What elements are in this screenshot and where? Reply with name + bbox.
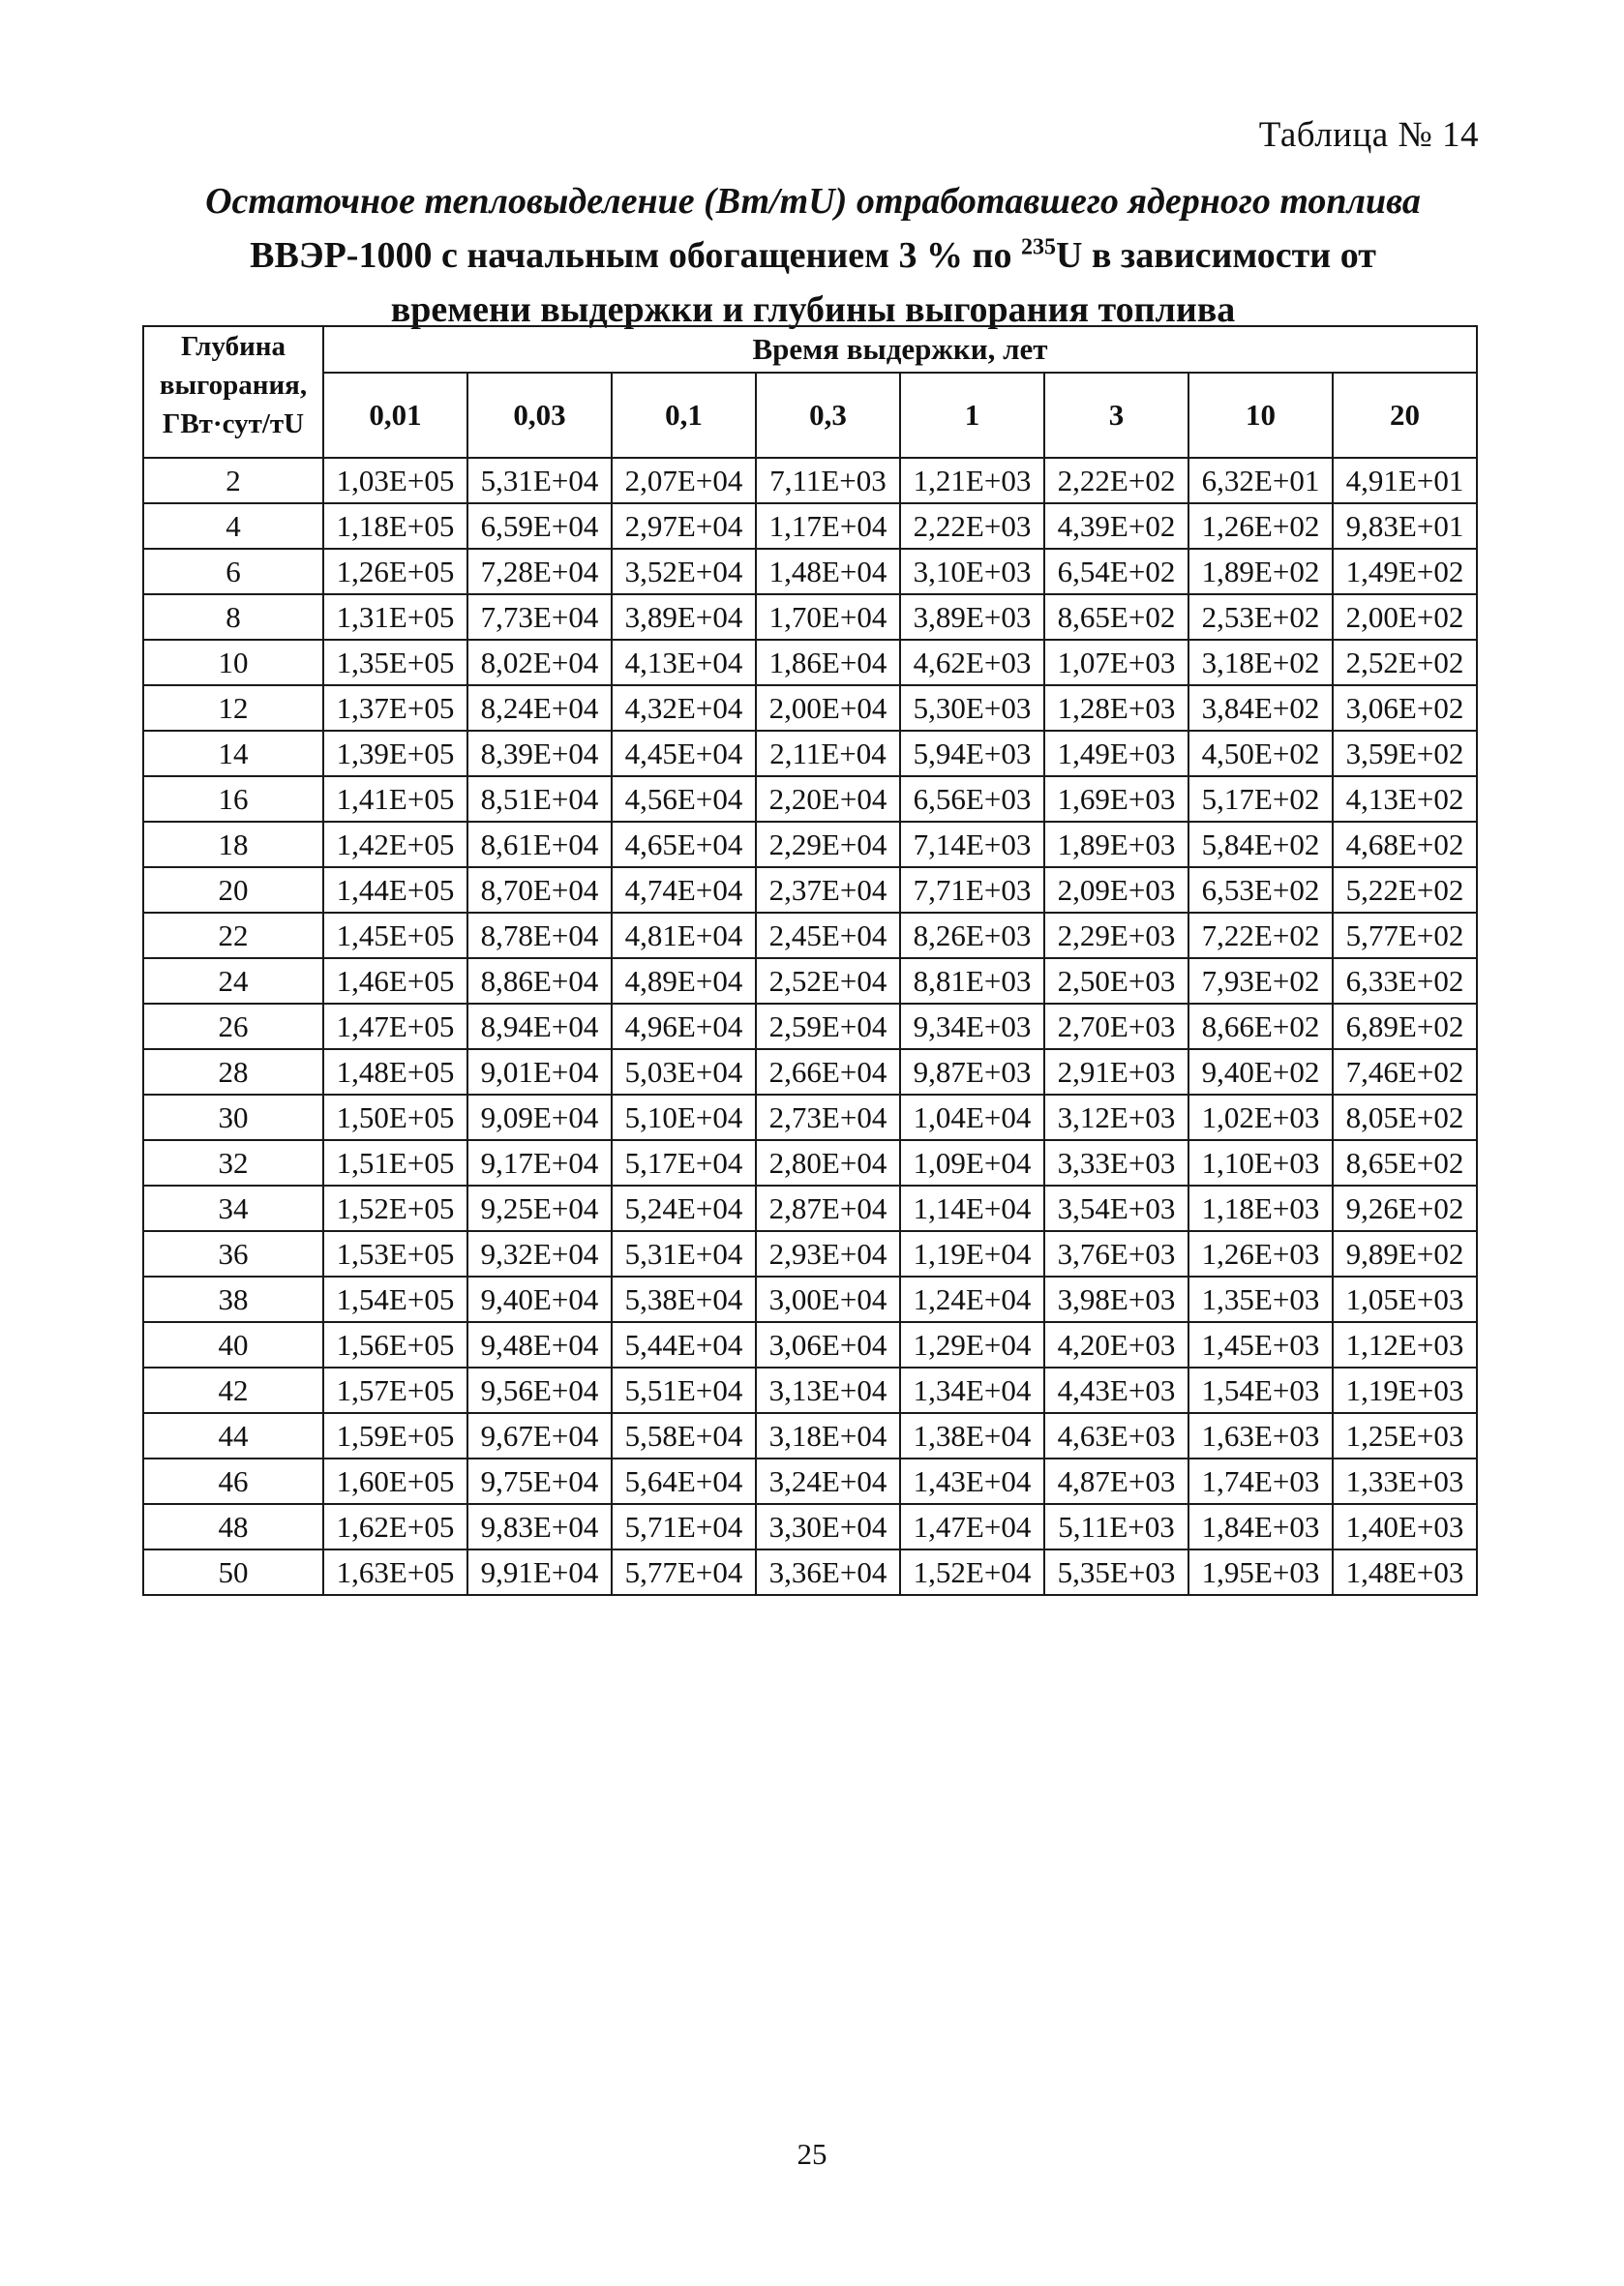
value-cell: 1,86E+04: [756, 640, 900, 685]
depth-cell: 4: [143, 503, 323, 549]
column-header: 3: [1044, 373, 1188, 458]
value-cell: 1,33E+03: [1333, 1459, 1477, 1504]
value-cell: 2,91E+03: [1044, 1049, 1188, 1095]
value-cell: 9,40E+04: [467, 1277, 612, 1322]
value-cell: 5,64E+04: [612, 1459, 756, 1504]
value-cell: 1,45E+03: [1188, 1322, 1333, 1368]
title-line-1: Остаточное тепловыделение (Вт/тU) отработавшего ядерного топлива: [205, 181, 1421, 222]
value-cell: 1,74E+03: [1188, 1459, 1333, 1504]
value-cell: 1,38E+04: [900, 1413, 1044, 1459]
value-cell: 4,68E+02: [1333, 822, 1477, 867]
value-cell: 5,58E+04: [612, 1413, 756, 1459]
table-row: [143, 1095, 1477, 1140]
value-cell: 2,70E+03: [1044, 1004, 1188, 1049]
value-cell: 2,20E+04: [756, 776, 900, 822]
value-cell: 1,14E+04: [900, 1186, 1044, 1231]
value-cell: 1,43E+04: [900, 1459, 1044, 1504]
value-cell: 4,56E+04: [612, 776, 756, 822]
value-cell: 5,44E+04: [612, 1322, 756, 1368]
table-row: [143, 1049, 1477, 1095]
value-cell: 8,78E+04: [467, 913, 612, 958]
column-header: 0,01: [323, 373, 467, 458]
depth-cell: 26: [143, 1004, 323, 1049]
column-header: 0,1: [612, 373, 756, 458]
value-cell: 8,70E+04: [467, 867, 612, 913]
value-cell: 8,65E+02: [1044, 594, 1188, 640]
value-cell: 5,17E+04: [612, 1140, 756, 1186]
value-cell: 4,32E+04: [612, 685, 756, 731]
value-cell: 5,11E+03: [1044, 1504, 1188, 1549]
value-cell: 8,81E+03: [900, 958, 1044, 1004]
value-cell: 8,94E+04: [467, 1004, 612, 1049]
depth-cell: 46: [143, 1459, 323, 1504]
value-cell: 9,89E+02: [1333, 1231, 1477, 1277]
value-cell: 5,94E+03: [900, 731, 1044, 776]
value-cell: 1,05E+03: [1333, 1277, 1477, 1322]
value-cell: 1,69E+03: [1044, 776, 1188, 822]
value-cell: 1,26E+02: [1188, 503, 1333, 549]
value-cell: 1,54E+05: [323, 1277, 467, 1322]
value-cell: 3,89E+04: [612, 594, 756, 640]
value-cell: 4,91E+01: [1333, 458, 1477, 503]
value-cell: 6,33E+02: [1333, 958, 1477, 1004]
value-cell: 3,12E+03: [1044, 1095, 1188, 1140]
value-cell: 7,73E+04: [467, 594, 612, 640]
table-row: [143, 1004, 1477, 1049]
value-cell: 1,02E+03: [1188, 1095, 1333, 1140]
value-cell: 1,60E+05: [323, 1459, 467, 1504]
value-cell: 9,75E+04: [467, 1459, 612, 1504]
value-cell: 8,65E+02: [1333, 1140, 1477, 1186]
value-cell: 2,52E+04: [756, 958, 900, 1004]
table-row: [143, 1277, 1477, 1322]
value-cell: 1,19E+04: [900, 1231, 1044, 1277]
value-cell: 1,53E+05: [323, 1231, 467, 1277]
depth-cell: 20: [143, 867, 323, 913]
depth-cell: 38: [143, 1277, 323, 1322]
value-cell: 2,22E+03: [900, 503, 1044, 549]
value-cell: 2,29E+04: [756, 822, 900, 867]
value-cell: 3,33E+03: [1044, 1140, 1188, 1186]
title-line-2-suffix: U в зависимости от: [1055, 235, 1376, 276]
table-row: [143, 1186, 1477, 1231]
value-cell: 1,35E+05: [323, 640, 467, 685]
value-cell: 3,06E+02: [1333, 685, 1477, 731]
value-cell: 1,44E+05: [323, 867, 467, 913]
value-cell: 7,11E+03: [756, 458, 900, 503]
table-row: [143, 913, 1477, 958]
table-row: [143, 1140, 1477, 1186]
value-cell: 1,89E+03: [1044, 822, 1188, 867]
value-cell: 9,40E+02: [1188, 1049, 1333, 1095]
value-cell: 5,31E+04: [467, 458, 612, 503]
depth-cell: 12: [143, 685, 323, 731]
value-cell: 9,56E+04: [467, 1368, 612, 1413]
value-cell: 7,93E+02: [1188, 958, 1333, 1004]
table-row: [143, 958, 1477, 1004]
value-cell: 1,26E+03: [1188, 1231, 1333, 1277]
depth-cell: 24: [143, 958, 323, 1004]
value-cell: 5,30E+03: [900, 685, 1044, 731]
value-cell: 2,52E+02: [1333, 640, 1477, 685]
value-cell: 9,67E+04: [467, 1413, 612, 1459]
value-cell: 3,13E+04: [756, 1368, 900, 1413]
value-cell: 9,83E+04: [467, 1504, 612, 1549]
depth-cell: 2: [143, 458, 323, 503]
value-cell: 2,66E+04: [756, 1049, 900, 1095]
heat-table: [142, 325, 1478, 1596]
table-row: [143, 503, 1477, 549]
table-row: [143, 776, 1477, 822]
value-cell: 3,00E+04: [756, 1277, 900, 1322]
table-row: [143, 1413, 1477, 1459]
depth-cell: 44: [143, 1413, 323, 1459]
page-number: 25: [797, 2137, 827, 2171]
column-header-row: [143, 373, 1477, 458]
value-cell: 5,03E+04: [612, 1049, 756, 1095]
value-cell: 7,46E+02: [1333, 1049, 1477, 1095]
value-cell: 1,39E+05: [323, 731, 467, 776]
value-cell: 1,35E+03: [1188, 1277, 1333, 1322]
value-cell: 2,29E+03: [1044, 913, 1188, 958]
table-row: [143, 1549, 1477, 1595]
depth-cell: 32: [143, 1140, 323, 1186]
value-cell: 3,24E+04: [756, 1459, 900, 1504]
value-cell: 1,47E+05: [323, 1004, 467, 1049]
value-cell: 4,45E+04: [612, 731, 756, 776]
table-row: [143, 1231, 1477, 1277]
value-cell: 1,03E+05: [323, 458, 467, 503]
value-cell: 5,31E+04: [612, 1231, 756, 1277]
value-cell: 4,81E+04: [612, 913, 756, 958]
value-cell: 9,87E+03: [900, 1049, 1044, 1095]
value-cell: 6,56E+03: [900, 776, 1044, 822]
value-cell: 3,84E+02: [1188, 685, 1333, 731]
table-row: [143, 594, 1477, 640]
value-cell: 4,65E+04: [612, 822, 756, 867]
value-cell: 4,74E+04: [612, 867, 756, 913]
value-cell: 8,05E+02: [1333, 1095, 1477, 1140]
value-cell: 2,00E+04: [756, 685, 900, 731]
depth-cell: 48: [143, 1504, 323, 1549]
value-cell: 1,28E+03: [1044, 685, 1188, 731]
value-cell: 5,10E+04: [612, 1095, 756, 1140]
value-cell: 6,54E+02: [1044, 549, 1188, 594]
value-cell: 2,09E+03: [1044, 867, 1188, 913]
value-cell: 4,50E+02: [1188, 731, 1333, 776]
value-cell: 1,52E+05: [323, 1186, 467, 1231]
value-cell: 1,48E+05: [323, 1049, 467, 1095]
title-line-2-prefix: ВВЭР-1000 с начальным обогащением 3 % по: [250, 235, 1012, 276]
value-cell: 5,17E+02: [1188, 776, 1333, 822]
value-cell: 9,26E+02: [1333, 1186, 1477, 1231]
value-cell: 1,40E+03: [1333, 1504, 1477, 1549]
value-cell: 1,19E+03: [1333, 1368, 1477, 1413]
value-cell: 3,36E+04: [756, 1549, 900, 1595]
value-cell: 1,31E+05: [323, 594, 467, 640]
value-cell: 1,07E+03: [1044, 640, 1188, 685]
value-cell: 4,62E+03: [900, 640, 1044, 685]
value-cell: 1,63E+03: [1188, 1413, 1333, 1459]
value-cell: 3,89E+03: [900, 594, 1044, 640]
depth-cell: 36: [143, 1231, 323, 1277]
table-row: [143, 822, 1477, 867]
value-cell: 5,71E+04: [612, 1504, 756, 1549]
depth-cell: 30: [143, 1095, 323, 1140]
value-cell: 1,12E+03: [1333, 1322, 1477, 1368]
value-cell: 8,66E+02: [1188, 1004, 1333, 1049]
value-cell: 1,49E+03: [1044, 731, 1188, 776]
value-cell: 4,13E+02: [1333, 776, 1477, 822]
value-cell: 3,10E+03: [900, 549, 1044, 594]
value-cell: 1,54E+03: [1188, 1368, 1333, 1413]
value-cell: 6,32E+01: [1188, 458, 1333, 503]
value-cell: 5,84E+02: [1188, 822, 1333, 867]
value-cell: 2,11E+04: [756, 731, 900, 776]
value-cell: 1,62E+05: [323, 1504, 467, 1549]
time-header: Время выдержки, лет: [323, 326, 1477, 373]
value-cell: 8,39E+04: [467, 731, 612, 776]
depth-cell: 8: [143, 594, 323, 640]
value-cell: 5,22E+02: [1333, 867, 1477, 913]
value-cell: 2,53E+02: [1188, 594, 1333, 640]
depth-cell: 42: [143, 1368, 323, 1413]
value-cell: 1,48E+03: [1333, 1549, 1477, 1595]
value-cell: 7,28E+04: [467, 549, 612, 594]
value-cell: 3,59E+02: [1333, 731, 1477, 776]
table-body: [143, 458, 1477, 1595]
value-cell: 1,59E+05: [323, 1413, 467, 1459]
value-cell: 1,18E+05: [323, 503, 467, 549]
depth-cell: 28: [143, 1049, 323, 1095]
value-cell: 1,26E+05: [323, 549, 467, 594]
value-cell: 1,42E+05: [323, 822, 467, 867]
value-cell: 2,50E+03: [1044, 958, 1188, 1004]
value-cell: 1,49E+02: [1333, 549, 1477, 594]
value-cell: 3,52E+04: [612, 549, 756, 594]
title-line-3: времени выдержки и глубины выгорания топлива: [390, 289, 1236, 330]
value-cell: 3,30E+04: [756, 1504, 900, 1549]
value-cell: 9,17E+04: [467, 1140, 612, 1186]
table-row: [143, 1504, 1477, 1549]
value-cell: 2,59E+04: [756, 1004, 900, 1049]
table-row: [143, 731, 1477, 776]
value-cell: 9,91E+04: [467, 1549, 612, 1595]
value-cell: 3,76E+03: [1044, 1231, 1188, 1277]
depth-cell: 14: [143, 731, 323, 776]
value-cell: 1,50E+05: [323, 1095, 467, 1140]
value-cell: 9,83E+01: [1333, 503, 1477, 549]
depth-header: Глубина выгорания, ГВт·сут/тU: [143, 326, 323, 458]
value-cell: 2,45E+04: [756, 913, 900, 958]
value-cell: 5,24E+04: [612, 1186, 756, 1231]
column-header: 10: [1188, 373, 1333, 458]
value-cell: 2,93E+04: [756, 1231, 900, 1277]
table-row: [143, 1322, 1477, 1368]
value-cell: 4,39E+02: [1044, 503, 1188, 549]
value-cell: 1,63E+05: [323, 1549, 467, 1595]
value-cell: 5,38E+04: [612, 1277, 756, 1322]
value-cell: 1,57E+05: [323, 1368, 467, 1413]
value-cell: 7,71E+03: [900, 867, 1044, 913]
column-header: 0,3: [756, 373, 900, 458]
value-cell: 1,17E+04: [756, 503, 900, 549]
value-cell: 8,86E+04: [467, 958, 612, 1004]
value-cell: 1,70E+04: [756, 594, 900, 640]
value-cell: 9,34E+03: [900, 1004, 1044, 1049]
value-cell: 4,20E+03: [1044, 1322, 1188, 1368]
depth-cell: 10: [143, 640, 323, 685]
value-cell: 1,34E+04: [900, 1368, 1044, 1413]
table-row: [143, 867, 1477, 913]
table-row: [143, 1368, 1477, 1413]
value-cell: 9,01E+04: [467, 1049, 612, 1095]
value-cell: 1,09E+04: [900, 1140, 1044, 1186]
value-cell: 3,98E+03: [1044, 1277, 1188, 1322]
value-cell: 4,96E+04: [612, 1004, 756, 1049]
value-cell: 6,53E+02: [1188, 867, 1333, 913]
value-cell: 1,24E+04: [900, 1277, 1044, 1322]
value-cell: 8,02E+04: [467, 640, 612, 685]
value-cell: 1,84E+03: [1188, 1504, 1333, 1549]
value-cell: 8,26E+03: [900, 913, 1044, 958]
column-header: 1: [900, 373, 1044, 458]
table-row: [143, 1459, 1477, 1504]
value-cell: 1,41E+05: [323, 776, 467, 822]
value-cell: 2,73E+04: [756, 1095, 900, 1140]
column-header: 20: [1333, 373, 1477, 458]
value-cell: 9,09E+04: [467, 1095, 612, 1140]
value-cell: 3,06E+04: [756, 1322, 900, 1368]
value-cell: 2,87E+04: [756, 1186, 900, 1231]
value-cell: 9,32E+04: [467, 1231, 612, 1277]
value-cell: 5,51E+04: [612, 1368, 756, 1413]
value-cell: 1,46E+05: [323, 958, 467, 1004]
table-row: [143, 549, 1477, 594]
value-cell: 6,59E+04: [467, 503, 612, 549]
table-row: [143, 685, 1477, 731]
value-cell: 7,22E+02: [1188, 913, 1333, 958]
value-cell: 4,63E+03: [1044, 1413, 1188, 1459]
value-cell: 3,18E+04: [756, 1413, 900, 1459]
title-superscript: 235: [1020, 234, 1056, 260]
value-cell: 1,18E+03: [1188, 1186, 1333, 1231]
value-cell: 2,07E+04: [612, 458, 756, 503]
value-cell: 8,24E+04: [467, 685, 612, 731]
value-cell: 4,89E+04: [612, 958, 756, 1004]
value-cell: 1,45E+05: [323, 913, 467, 958]
value-cell: 6,89E+02: [1333, 1004, 1477, 1049]
depth-cell: 50: [143, 1549, 323, 1595]
table-title: [135, 174, 1490, 337]
value-cell: 1,52E+04: [900, 1549, 1044, 1595]
title-line-2: [135, 228, 1490, 283]
table-row: [143, 458, 1477, 503]
value-cell: 1,25E+03: [1333, 1413, 1477, 1459]
value-cell: 5,77E+04: [612, 1549, 756, 1595]
value-cell: 4,87E+03: [1044, 1459, 1188, 1504]
value-cell: 2,97E+04: [612, 503, 756, 549]
depth-cell: 40: [143, 1322, 323, 1368]
value-cell: 1,47E+04: [900, 1504, 1044, 1549]
value-cell: 2,37E+04: [756, 867, 900, 913]
value-cell: 5,77E+02: [1333, 913, 1477, 958]
value-cell: 5,35E+03: [1044, 1549, 1188, 1595]
depth-cell: 18: [143, 822, 323, 867]
table-number: Таблица № 14: [1258, 115, 1479, 155]
value-cell: 3,18E+02: [1188, 640, 1333, 685]
value-cell: 3,54E+03: [1044, 1186, 1188, 1231]
value-cell: 1,48E+04: [756, 549, 900, 594]
depth-cell: 6: [143, 549, 323, 594]
value-cell: 2,22E+02: [1044, 458, 1188, 503]
depth-cell: 16: [143, 776, 323, 822]
value-cell: 1,51E+05: [323, 1140, 467, 1186]
value-cell: 1,89E+02: [1188, 549, 1333, 594]
table-row: [143, 640, 1477, 685]
value-cell: 2,00E+02: [1333, 594, 1477, 640]
value-cell: 9,25E+04: [467, 1186, 612, 1231]
value-cell: 1,10E+03: [1188, 1140, 1333, 1186]
value-cell: 2,80E+04: [756, 1140, 900, 1186]
value-cell: 1,21E+03: [900, 458, 1044, 503]
value-cell: 4,13E+04: [612, 640, 756, 685]
value-cell: 8,51E+04: [467, 776, 612, 822]
value-cell: 9,48E+04: [467, 1322, 612, 1368]
column-header: 0,03: [467, 373, 612, 458]
value-cell: 4,43E+03: [1044, 1368, 1188, 1413]
depth-cell: 22: [143, 913, 323, 958]
value-cell: 1,95E+03: [1188, 1549, 1333, 1595]
value-cell: 8,61E+04: [467, 822, 612, 867]
value-cell: 1,37E+05: [323, 685, 467, 731]
value-cell: 1,04E+04: [900, 1095, 1044, 1140]
value-cell: 7,14E+03: [900, 822, 1044, 867]
value-cell: 1,29E+04: [900, 1322, 1044, 1368]
value-cell: 1,56E+05: [323, 1322, 467, 1368]
depth-cell: 34: [143, 1186, 323, 1231]
